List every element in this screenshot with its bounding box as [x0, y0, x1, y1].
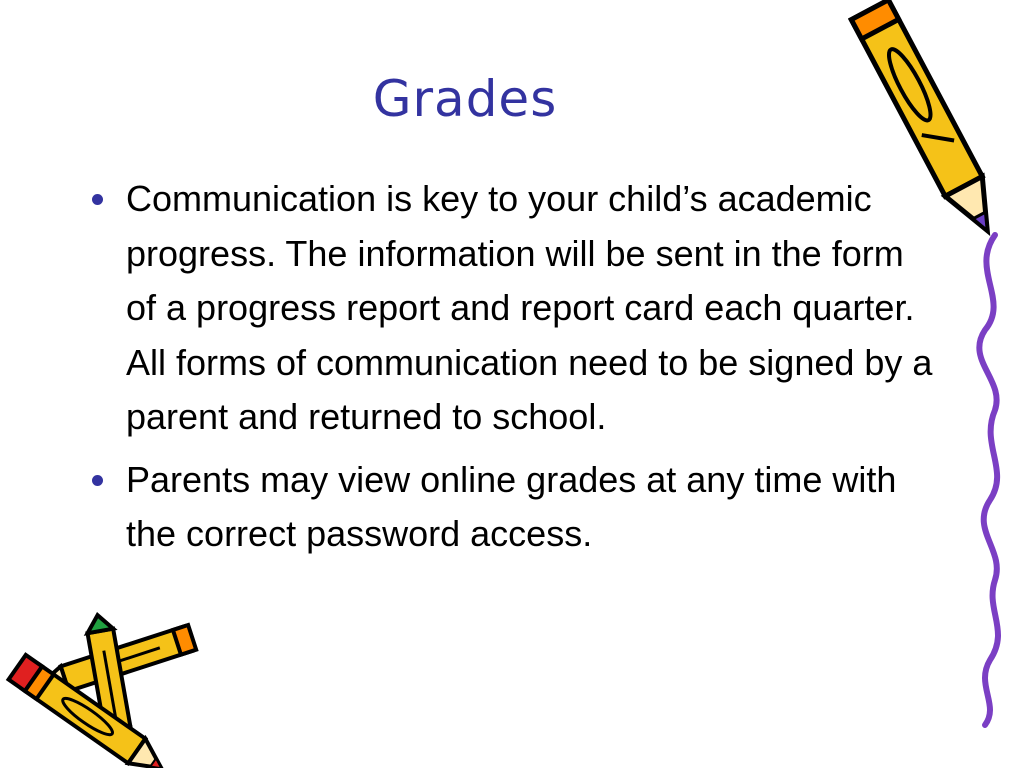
bullet-dot-icon [92, 475, 103, 486]
bullet-dot-icon [92, 194, 103, 205]
bullet-text: Parents may view online grades at any time with the correct password access. [126, 458, 897, 554]
pencil-icon [840, 0, 1020, 250]
slide-title: Grades [372, 70, 558, 128]
bullet-item [88, 172, 938, 445]
pencils-icon [0, 610, 220, 768]
bullet-text: Communication is key to your child’s academic progress. The information will be sent in the form of a progress report and report card each quarter. All forms of communication need to be signed by a parent and returned to school. [126, 178, 933, 437]
bullet-item [88, 453, 938, 562]
squiggle-line [965, 230, 1015, 730]
bullet-list [88, 172, 938, 570]
